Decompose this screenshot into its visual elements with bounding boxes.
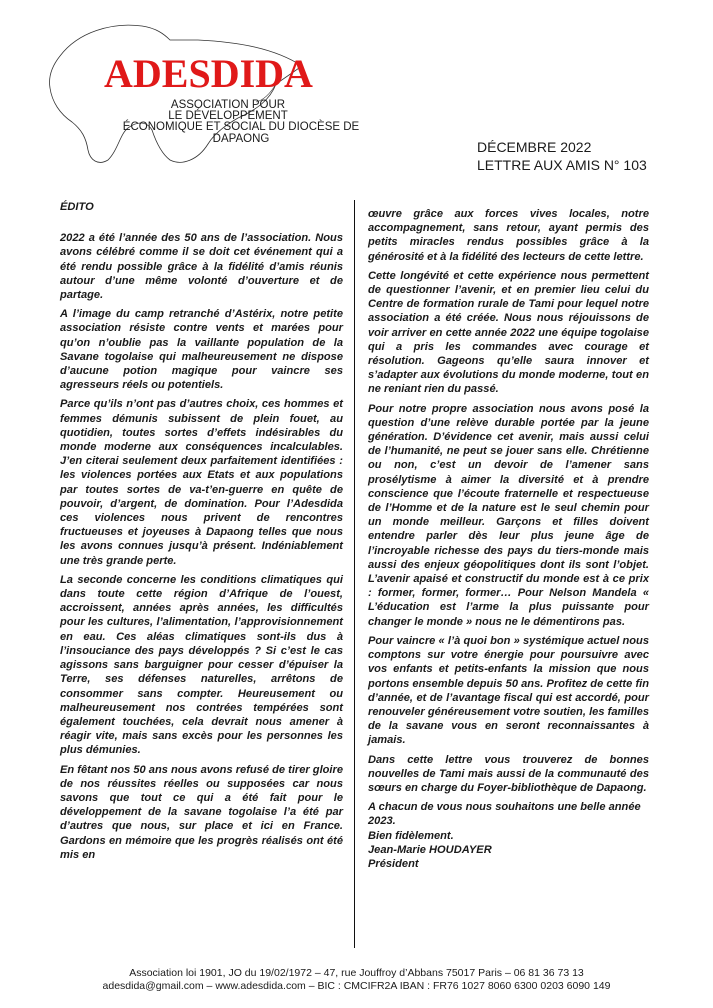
left-column: [60, 200, 343, 867]
left-paragraph-4: La seconde concerne les conditions climatiques qui dans toute cette région d’Afrique de l’ouest, accroissent, années après années, les difficultés pour les cultures, l’alimentation, l’approvisionnement en eau. Ces aléas climatiques sont-ils dus à l’insouciance des pays développés ? Si c’est le cas agissons sans barguigner pour cesser d’épuiser la Terre, ses défenses naturelles, arrêtons de consommer sans compter. Heureusement ou malheureusement nos contrées tempérées sont également touchées, cela devrait nous amener à réagir vite, mais sans excès pour les personnes les plus démunies.: [60, 573, 343, 757]
right-paragraph-1: œuvre grâce aux forces vives locales, notre accompagnement, sans retour, ayant permis des petits miracles rendus possibles grâce à la générosité et à la fidélité des lecteurs de cette lettre.: [368, 208, 649, 263]
footer-address: Association loi 1901, JO du 19/02/1972 – 47, rue Jouffroy d’Abbans 75017 Paris – 06 81 36 73 13: [129, 967, 584, 979]
right-paragraph-4: Pour vaincre « l’à quoi bon » systémique actuel nous comptons sur votre énergie pour poursuivre avec vos enfants et petits-enfants la mission que nous portons ensemble depuis 50 ans. Profitez de cette fin d’année, et de l’avantage fiscal qui est accordé, pour renouveler généreusement votre soutien, les familles de la savane vous en seront reconnaissantes à jamais.: [368, 634, 649, 747]
letter-date: DÉCEMBRE 2022: [477, 139, 592, 155]
new-year-wishes: A chacun de vous nous souhaitons une belle année 2023.: [368, 801, 641, 828]
left-paragraph-5: En fêtant nos 50 ans nous avons refusé de tirer gloire de nos réussites réelles ou supposées car nous savons que tout ce qui a été fait pour le développement de la savane togolaise l’a été par d’autres que nous, sur place et ici en France. Gardons en mémoire que les progrès réalisés ont été mis en: [60, 763, 343, 861]
signature-title: Président: [368, 857, 419, 870]
logo-subtitle-line2: LE DÉVELOPPEMENT: [168, 110, 288, 122]
column-divider: [354, 200, 355, 948]
letter-header-block: [477, 138, 677, 174]
right-paragraph-2: Cette longévité et cette expérience nous permettent de questionner l’avenir, et en premier lieu celui du Centre de formation rurale de Tami pour lequel notre association a été créée. Nous nous réjouissons de voir arriver en cette année 2022 une équipe togolaise qui a pris les commandes avec courage et résolution. Gageons qu’elle saura innover et s’adapter aux évolutions du monde moderne, tout en ne reniant rien du passé.: [368, 269, 649, 396]
right-paragraph-3: Pour notre propre association nous avons posé la question d’une relève durable portée par la jeune génération. D’évidence cet avenir, mais aussi celui de l’humanité, ne peut se jouer sans elle. Chrétienne ou non, c’est un devoir de l’amener sans prosélytisme à aimer la diversité et à prendre conscience que l’écoute fraternelle et respectueuse de l’Homme et de la nature est le seul chemin pour un monde meilleur. Garçons et filles doivent entendre parler dès leur plus jeune âge de l’incroyable richesse des pays du tiers-monde mais aussi des enjeux géopolitiques dont ils sont l’objet. L’avenir apaisé et constructif du monde est à ce prix : former, former, former… Pour Nelson Mandela « L’éducation est l’arme la plus puissante pour changer le monde » nous ne le démentirons pas.: [368, 402, 649, 628]
logo-wordmark: ADESDIDA: [104, 51, 313, 96]
edito-heading: ÉDITO: [60, 201, 94, 213]
logo-subtitle-line1: ASSOCIATION POUR: [170, 99, 286, 111]
left-paragraph-1: 2022 a été l’année des 50 ans de l’association. Nous avons célébré comme il se doit cet événement qui a été rendu possible grâce à la fidélité d’amis réunis autour d’une même volonté d’ouverture et de partage.: [60, 232, 343, 302]
association-logo: [38, 10, 360, 170]
left-paragraph-2: A l’image du camp retranché d’Astérix, notre petite association résiste contre vents et marées pour qu’on n’oublie pas la vaillante population de la Savane togolaise qui malheureusement ne dispose d’aucune potion magique pour vaincre ses agresseurs réels ou potentiels.: [60, 308, 343, 392]
logo-subtitle-line3: ÉCONOMIQUE ET SOCIAL DU DIOCÈSE DE DAPAONG: [122, 121, 360, 145]
closing-formula: Bien fidèlement.: [368, 829, 454, 842]
signature-block: [368, 800, 649, 871]
footer-contact-bank: adesdida@gmail.com – www.adesdida.com – BIC : CMCIFR2A IBAN : FR76 1027 8060 6300 0203 6090 149: [102, 980, 611, 992]
left-paragraph-3: Parce qu’ils n’ont pas d’autres choix, ces hommes et femmes démunis subissent de plein fouet, au quotidien, toutes sortes d’effets indésirables du monde moderne aux conséquences incalculables. J’en citerai seulement deux parfaitement identifiées : les violences portées aux Etats et aux populations par toutes sortes de va-t’en-guerre en quête de pouvoir, d’argent, de domination. Pour l’Adesdida ces violences nous privent de rencontres fructueuses et joyeuses à Dapaong telles que nous les avons connues jusqu’à présent. Indéniablement une très grande perte.: [60, 398, 343, 567]
right-column: [368, 207, 649, 871]
signature-name: Jean-Marie HOUDAYER: [368, 843, 492, 856]
right-paragraph-5: Dans cette lettre vous trouverez de bonnes nouvelles de Tami mais aussi de la communauté des sœurs en charge du Foyer-bibliothèque de Dapaong.: [368, 753, 649, 794]
letter-number: LETTRE AUX AMIS N° 103: [477, 157, 647, 173]
